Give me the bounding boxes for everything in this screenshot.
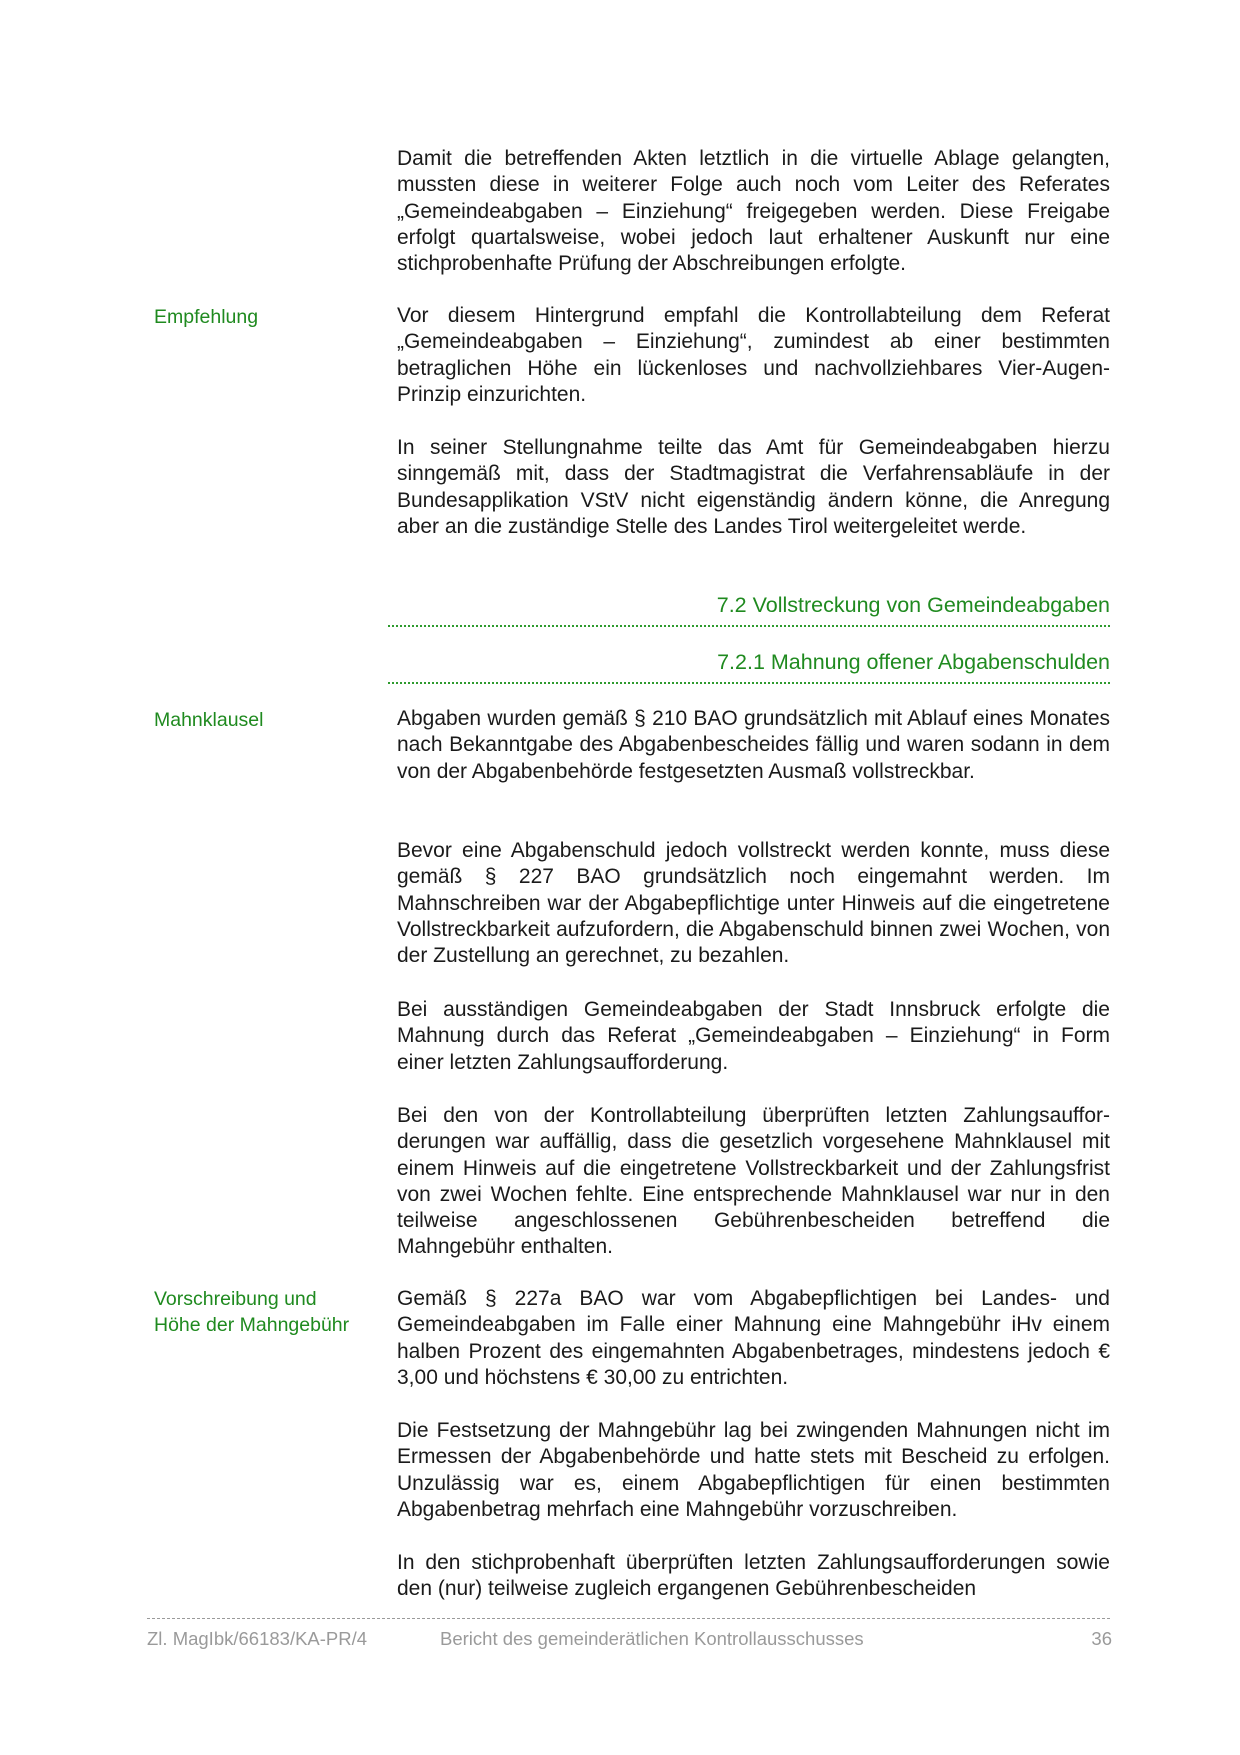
paragraph-stellungnahme: In seiner Stellungnahme teilte das Amt für Gemeindeabgaben hierzu sinngemäß mit, dass der Stadtmagistrat die Verfahrensabläufe in der Bundesapplikation VStV nicht eigenständig ändern könne, die Anregung aber an die zuständige Stelle des Landes Tirol weitergeleitet werde. bbox=[397, 436, 1110, 538]
paragraph-vollstreckung-mahnung: Bevor eine Abgabenschuld jedoch vollstreckt werden konnte, muss diese gemäß § 227 BAO grundsätzlich noch eingemahnt werden. Im Mahnschreiben war der Abgabepflichtige unter Hinweis auf die eingetretene Vollstreckbarkeit aufzufordern, die Abgabenschuld binnen zwei Wochen, von der Zustellung an gerechnet, zu bezahlen. bbox=[397, 839, 1110, 968]
paragraph-empfehlung: Vor diesem Hintergrund empfahl die Kontrollabteilung dem Referat „Gemeindeabgaben – Einziehung“, zumindest ab einer bestimmten betraglichen Höhe ein lückenloses und nachvollziehbares Vier-Augen-Prinzip einzurichten. bbox=[397, 304, 1110, 406]
side-label-empfehlung: Empfehlung bbox=[154, 306, 259, 328]
side-label-vorschreibung-line2: Höhe der Mahngebühr bbox=[154, 1314, 350, 1336]
side-label-vorschreibung-line1: Vorschreibung und bbox=[154, 1288, 317, 1310]
paragraph-festsetzung-mahngebuehr: Die Festsetzung der Mahngebühr lag bei zwingenden Mahnungen nicht im Ermessen der Abgabenbehörde und hatte stets mit Bescheid zu erfolgen. Unzulässig war es, einem Abgabepflichtigen für einen bestimmten Abgabenbetrag mehrfach eine Mahngebühr vorzuschreiben. bbox=[397, 1419, 1110, 1521]
side-label-vorschreibung bbox=[154, 1286, 369, 1338]
paragraph-abgaben-faellig: Abgaben wurden gemäß § 210 BAO grundsätzlich mit Ablauf eines Monates nach Bekanntgabe des Abgabenbescheides fällig und waren sodann in dem von der Abgabenbehörde festgesetzten Ausmaß vollstreckbar. bbox=[397, 707, 1110, 783]
paragraph-stichprobe: In den stichprobenhaft überprüften letzten Zahlungsaufforderungen sowie den (nur) teilweise zugleich ergangenen Gebührenbescheiden bbox=[397, 1551, 1110, 1601]
footer-divider bbox=[147, 1618, 1110, 1619]
paragraph-mahngebuehr-hoehe: Gemäß § 227a BAO war vom Abgabepflichtigen bei Landes- und Gemeindeabgaben im Falle einer Mahnung eine Mahngebühr iHv einem halben Prozent des eingemahnten Abgabenbetrages, mindestens jedoch € 3,00 und höchstens € 30,00 zu entrichten. bbox=[397, 1287, 1110, 1389]
paragraph-innsbruck-mahnung: Bei ausständigen Gemeindeabgaben der Stadt Innsbruck erfolgte die Mahnung durch das Referat „Gemeindeabgaben – Einziehung“ in Form einer letzten Zahlungsaufforderung. bbox=[397, 998, 1110, 1074]
paragraph-mahnklausel-fehlte: Bei den von der Kontrollabteilung überprüften letzten Zahlungsaufforderungen war auffällig, dass die gesetzlich vorgesehene Mahnklausel mit einem Hinweis auf die eingetretene Vollstreckbarkeit und der Zahlungsfrist von zwei Wochen fehlte. Eine entsprechende Mahnklausel war nur in den teilweise angeschlossenen Gebührenbescheiden betreffend die Mahngebühr enthalten. bbox=[397, 1104, 1110, 1259]
section-heading-7-2-1: 7.2.1 Mahnung offener Abgabenschulden bbox=[388, 648, 1110, 684]
footer-report-title: Bericht des gemeinderätlichen Kontrollausschusses bbox=[440, 1628, 864, 1649]
section-heading-7-2: 7.2 Vollstreckung von Gemeindeabgaben bbox=[388, 591, 1110, 627]
paragraph-akten-ablage: Damit die betreffenden Akten letztlich in die virtuelle Ablage gelangten, mussten diese in weiterer Folge auch noch vom Leiter des Referates „Gemeindeabgaben – Einziehung“ freigegeben werden. Diese Freigabe erfolgt quartalsweise, wobei jedoch laut erhaltener Auskunft nur eine stichprobenhafte Prüfung der Abschreibungen erfolgte. bbox=[397, 147, 1110, 276]
footer-reference: Zl. MagIbk/66183/KA-PR/4 bbox=[147, 1628, 368, 1649]
footer-page-number: 36 bbox=[1091, 1628, 1112, 1649]
side-label-mahnklausel: Mahnklausel bbox=[154, 709, 264, 731]
